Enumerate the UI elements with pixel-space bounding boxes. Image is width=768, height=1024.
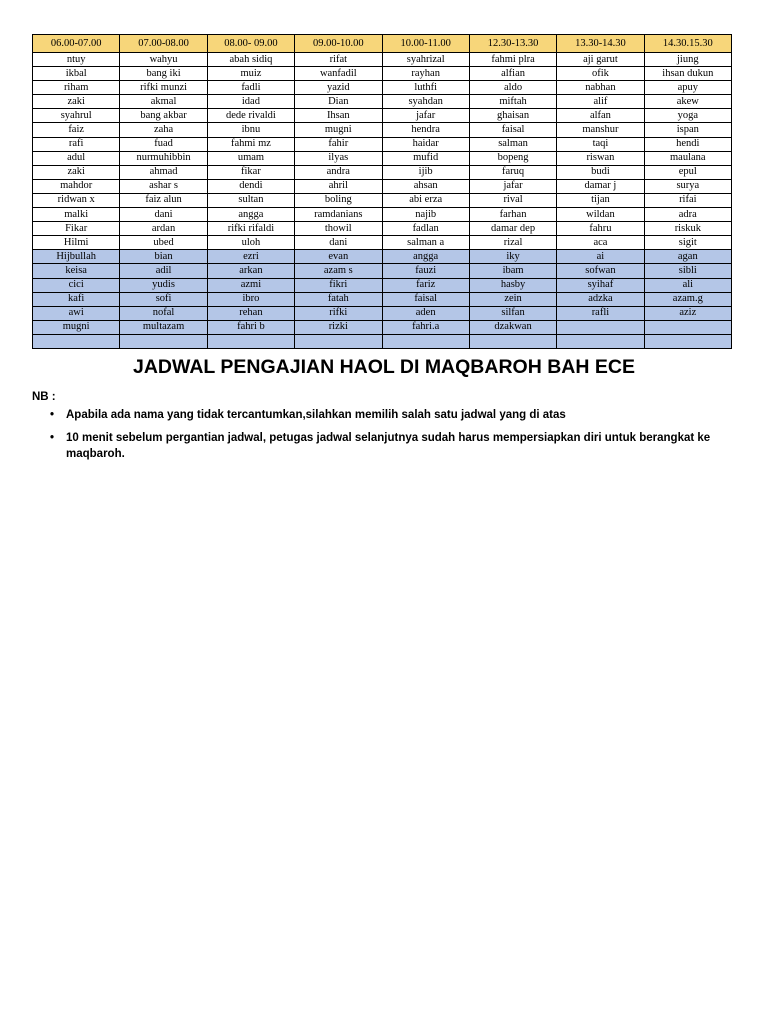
table-cell: fahir <box>295 137 382 151</box>
table-cell: akew <box>644 95 731 109</box>
document-title: JADWAL PENGAJIAN HAOL DI MAQBAROH BAH ECE <box>133 356 635 378</box>
table-cell: abi erza <box>382 193 469 207</box>
table-row <box>33 179 732 193</box>
table-cell: rizki <box>295 320 382 334</box>
table-cell: faiz alun <box>120 193 207 207</box>
table-cell: muiz <box>207 67 294 81</box>
table-cell: keisa <box>33 264 120 278</box>
table-cell: wanfadil <box>295 67 382 81</box>
time-slot-header: 10.00-11.00 <box>382 35 469 53</box>
table-cell: mahdor <box>33 179 120 193</box>
table-cell: rafli <box>557 306 644 320</box>
table-cell: nofal <box>120 306 207 320</box>
table-cell: sofwan <box>557 264 644 278</box>
table-cell: ntuy <box>33 53 120 67</box>
table-cell: cici <box>33 278 120 292</box>
table-row <box>33 137 732 151</box>
table-cell: ihsan dukun <box>644 67 731 81</box>
table-cell: rafi <box>33 137 120 151</box>
table-cell: surya <box>644 179 731 193</box>
table-cell: akmal <box>120 95 207 109</box>
schedule-table-body <box>33 53 732 349</box>
table-cell: fikri <box>295 278 382 292</box>
table-cell: aziz <box>644 306 731 320</box>
schedule-table <box>32 34 732 349</box>
table-cell: ahril <box>295 179 382 193</box>
table-row <box>33 95 732 109</box>
table-cell: Fikar <box>33 222 120 236</box>
table-cell: riswan <box>557 151 644 165</box>
table-cell: fuad <box>120 137 207 151</box>
table-cell: bian <box>120 250 207 264</box>
table-cell: faisal <box>382 292 469 306</box>
table-cell: riskuk <box>644 222 731 236</box>
table-cell: Hilmi <box>33 236 120 250</box>
table-cell: budi <box>557 165 644 179</box>
table-row <box>33 264 732 278</box>
table-cell: fariz <box>382 278 469 292</box>
table-cell: multazam <box>120 320 207 334</box>
table-cell: zaki <box>33 95 120 109</box>
table-cell: fauzi <box>382 264 469 278</box>
table-cell: sofi <box>120 292 207 306</box>
table-cell: ahmad <box>120 165 207 179</box>
table-cell: azmi <box>207 278 294 292</box>
table-cell <box>557 334 644 348</box>
table-cell: kafi <box>33 292 120 306</box>
table-cell: fahri.a <box>382 320 469 334</box>
table-cell: riham <box>33 81 120 95</box>
table-cell: sultan <box>207 193 294 207</box>
table-cell: damar j <box>557 179 644 193</box>
table-cell <box>644 334 731 348</box>
table-cell: adra <box>644 208 731 222</box>
table-cell: hendra <box>382 123 469 137</box>
table-cell: yudis <box>120 278 207 292</box>
time-slot-header: 07.00-08.00 <box>120 35 207 53</box>
table-cell: thowil <box>295 222 382 236</box>
note-item: • 10 menit sebelum pergantian jadwal, petugas jadwal selanjutnya sudah harus mempersiapkan diri untuk berangkat ke maqbaroh. <box>66 430 766 462</box>
table-cell: adzka <box>557 292 644 306</box>
table-cell: rehan <box>207 306 294 320</box>
table-cell: rifki <box>295 306 382 320</box>
table-cell: alif <box>557 95 644 109</box>
table-cell: bang iki <box>120 67 207 81</box>
table-cell: rizal <box>469 236 556 250</box>
table-cell: taqi <box>557 137 644 151</box>
table-cell: miftah <box>469 95 556 109</box>
table-row <box>33 250 732 264</box>
time-slot-header: 06.00-07.00 <box>33 35 120 53</box>
table-cell: agan <box>644 250 731 264</box>
table-cell: rifat <box>295 53 382 67</box>
table-cell: dani <box>120 208 207 222</box>
table-cell: nurmuhibbin <box>120 151 207 165</box>
table-cell: Hijbullah <box>33 250 120 264</box>
table-cell: syahrizal <box>382 53 469 67</box>
table-cell: sibli <box>644 264 731 278</box>
table-cell: adil <box>120 264 207 278</box>
table-cell: jiung <box>644 53 731 67</box>
table-cell: azam s <box>295 264 382 278</box>
time-slot-header: 09.00-10.00 <box>295 35 382 53</box>
table-row <box>33 53 732 67</box>
table-cell: rifki rifaldi <box>207 222 294 236</box>
table-cell: ibam <box>469 264 556 278</box>
table-row <box>33 151 732 165</box>
table-cell: yoga <box>644 109 731 123</box>
table-cell: iky <box>469 250 556 264</box>
table-cell: epul <box>644 165 731 179</box>
table-cell: angga <box>207 208 294 222</box>
table-cell: manshur <box>557 123 644 137</box>
table-cell: hasby <box>469 278 556 292</box>
table-cell: arkan <box>207 264 294 278</box>
table-cell: mufid <box>382 151 469 165</box>
table-cell: azam.g <box>644 292 731 306</box>
table-cell: angga <box>382 250 469 264</box>
table-cell <box>557 320 644 334</box>
table-cell: dzakwan <box>469 320 556 334</box>
table-cell: fahmi mz <box>207 137 294 151</box>
table-cell: jafar <box>469 179 556 193</box>
table-cell: dendi <box>207 179 294 193</box>
table-cell: alfan <box>557 109 644 123</box>
table-cell: wildan <box>557 208 644 222</box>
table-row <box>33 278 732 292</box>
table-cell: salman <box>469 137 556 151</box>
table-cell: dani <box>295 236 382 250</box>
table-cell: ofik <box>557 67 644 81</box>
table-row <box>33 320 732 334</box>
table-cell: ikbal <box>33 67 120 81</box>
table-cell: Dian <box>295 95 382 109</box>
time-slot-header: 12.30-13.30 <box>469 35 556 53</box>
table-cell: farhan <box>469 208 556 222</box>
time-slot-header: 08.00- 09.00 <box>207 35 294 53</box>
table-cell: luthfi <box>382 81 469 95</box>
table-cell: dede rivaldi <box>207 109 294 123</box>
table-row <box>33 334 732 348</box>
table-cell: aldo <box>469 81 556 95</box>
table-cell: bang akbar <box>120 109 207 123</box>
table-cell: rival <box>469 193 556 207</box>
table-row <box>33 193 732 207</box>
table-cell: ahsan <box>382 179 469 193</box>
table-cell: aden <box>382 306 469 320</box>
table-cell: syahdan <box>382 95 469 109</box>
table-row <box>33 67 732 81</box>
table-cell: fikar <box>207 165 294 179</box>
table-row <box>33 81 732 95</box>
table-cell: fahru <box>557 222 644 236</box>
table-cell: mugni <box>33 320 120 334</box>
table-cell: idad <box>207 95 294 109</box>
table-cell: ibnu <box>207 123 294 137</box>
notes-list <box>32 407 766 469</box>
table-cell: bopeng <box>469 151 556 165</box>
table-cell: aca <box>557 236 644 250</box>
nb-label: NB : <box>32 391 56 403</box>
table-cell: najib <box>382 208 469 222</box>
table-cell: silfan <box>469 306 556 320</box>
table-row <box>33 109 732 123</box>
table-cell: zein <box>469 292 556 306</box>
table-row <box>33 222 732 236</box>
table-cell <box>295 334 382 348</box>
table-cell: faiz <box>33 123 120 137</box>
table-cell: ashar s <box>120 179 207 193</box>
table-cell: abah sidiq <box>207 53 294 67</box>
table-cell: fadli <box>207 81 294 95</box>
table-cell: faruq <box>469 165 556 179</box>
table-cell: fahri b <box>207 320 294 334</box>
table-cell <box>120 334 207 348</box>
table-cell: ispan <box>644 123 731 137</box>
table-cell: fatah <box>295 292 382 306</box>
table-cell: rayhan <box>382 67 469 81</box>
table-cell: boling <box>295 193 382 207</box>
table-cell: ai <box>557 250 644 264</box>
table-cell: salman a <box>382 236 469 250</box>
note-item: • Apabila ada nama yang tidak tercantumkan,silahkan memilih salah satu jadwal yang di atas <box>66 407 766 423</box>
table-cell: apuy <box>644 81 731 95</box>
table-cell: faisal <box>469 123 556 137</box>
table-cell: ibro <box>207 292 294 306</box>
table-cell: umam <box>207 151 294 165</box>
table-cell: zaki <box>33 165 120 179</box>
table-cell: syahrul <box>33 109 120 123</box>
table-cell: adul <box>33 151 120 165</box>
table-cell: ardan <box>120 222 207 236</box>
table-cell <box>644 320 731 334</box>
table-cell: ilyas <box>295 151 382 165</box>
table-cell: awi <box>33 306 120 320</box>
table-cell: ghaisan <box>469 109 556 123</box>
table-row <box>33 292 732 306</box>
table-cell: ridwan x <box>33 193 120 207</box>
table-cell: fahmi plra <box>469 53 556 67</box>
table-cell: ali <box>644 278 731 292</box>
table-cell: aji garut <box>557 53 644 67</box>
table-cell: tijan <box>557 193 644 207</box>
table-cell: jafar <box>382 109 469 123</box>
table-row <box>33 165 732 179</box>
table-cell: ijib <box>382 165 469 179</box>
table-cell: andra <box>295 165 382 179</box>
table-cell: ubed <box>120 236 207 250</box>
time-slot-header-row <box>33 35 732 53</box>
table-cell: mugni <box>295 123 382 137</box>
table-cell: rifki munzi <box>120 81 207 95</box>
time-slot-header: 13.30-14.30 <box>557 35 644 53</box>
table-cell: yazid <box>295 81 382 95</box>
table-cell: rifai <box>644 193 731 207</box>
table-cell: sigit <box>644 236 731 250</box>
table-cell: ramdanians <box>295 208 382 222</box>
table-cell: haidar <box>382 137 469 151</box>
table-cell: uloh <box>207 236 294 250</box>
table-cell: syihaf <box>557 278 644 292</box>
table-row <box>33 236 732 250</box>
table-cell: ezri <box>207 250 294 264</box>
table-row <box>33 306 732 320</box>
table-cell: fadlan <box>382 222 469 236</box>
table-cell: zaha <box>120 123 207 137</box>
table-row <box>33 123 732 137</box>
table-cell <box>382 334 469 348</box>
table-cell: damar dep <box>469 222 556 236</box>
table-cell: maulana <box>644 151 731 165</box>
table-cell: Ihsan <box>295 109 382 123</box>
table-cell: malki <box>33 208 120 222</box>
table-cell: evan <box>295 250 382 264</box>
time-slot-header: 14.30.15.30 <box>644 35 731 53</box>
table-cell: hendi <box>644 137 731 151</box>
table-cell: wahyu <box>120 53 207 67</box>
table-cell <box>33 334 120 348</box>
table-cell: alfian <box>469 67 556 81</box>
table-cell <box>207 334 294 348</box>
table-cell: nabhan <box>557 81 644 95</box>
table-cell <box>469 334 556 348</box>
table-row <box>33 208 732 222</box>
